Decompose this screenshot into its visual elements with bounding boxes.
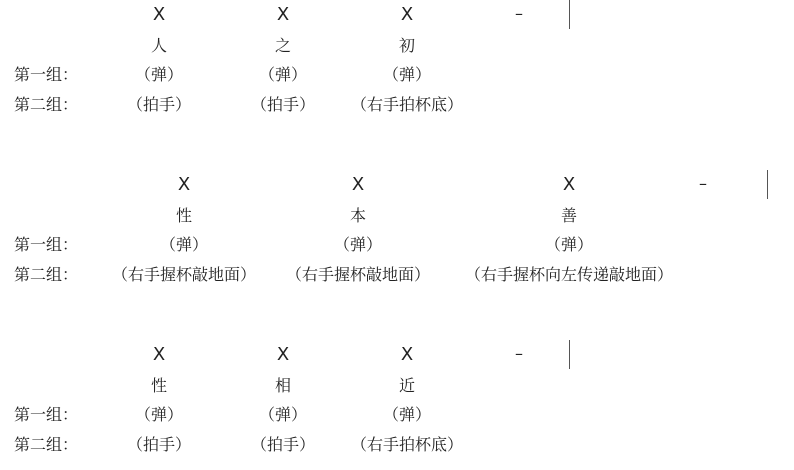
group1-label: 第一组：	[14, 235, 79, 254]
beat-mark: X	[400, 4, 414, 25]
group2-action: （拍手）	[250, 435, 316, 454]
beat-mark: X	[276, 4, 290, 25]
group2-action: （右手拍杯底）	[350, 95, 464, 114]
group1-action: （弹）	[134, 65, 184, 84]
bar-line	[569, 340, 570, 369]
group2-action: （拍手）	[126, 435, 192, 454]
lyric-char: 人	[150, 36, 168, 55]
score-line-3	[0, 340, 794, 470]
lyric-char: 善	[560, 206, 578, 225]
beat-mark: X	[152, 344, 166, 365]
beat-mark: X	[351, 174, 365, 195]
group2-action: （右手握杯敲地面）	[285, 265, 431, 284]
group1-action: （弹）	[134, 405, 184, 424]
group2-label: 第二组：	[14, 265, 79, 284]
group2-action: （右手握杯向左传递敲地面）	[464, 265, 674, 284]
lyric-char: 相	[274, 376, 292, 395]
lyric-char: 本	[349, 206, 367, 225]
rest-dash: –	[515, 4, 523, 23]
group2-label: 第二组：	[14, 435, 79, 454]
group1-label: 第一组：	[14, 405, 79, 424]
beat-mark: X	[562, 174, 576, 195]
group1-action: （弹）	[258, 405, 308, 424]
group2-action: （拍手）	[250, 95, 316, 114]
beat-mark: X	[276, 344, 290, 365]
rest-dash: –	[699, 174, 707, 193]
group1-action: （弹）	[382, 405, 432, 424]
score-line-2	[0, 170, 794, 300]
group1-action: （弹）	[333, 235, 383, 254]
group1-action: （弹）	[258, 65, 308, 84]
group2-action: （右手拍杯底）	[350, 435, 464, 454]
beat-mark: X	[152, 4, 166, 25]
group1-action: （弹）	[544, 235, 594, 254]
group2-label: 第二组：	[14, 95, 79, 114]
lyric-char: 性	[175, 206, 193, 225]
group2-action: （拍手）	[126, 95, 192, 114]
rest-dash: –	[515, 344, 523, 363]
beat-mark: X	[177, 174, 191, 195]
group1-label: 第一组：	[14, 65, 79, 84]
lyric-char: 之	[274, 36, 292, 55]
score-line-1	[0, 0, 794, 130]
lyric-char: 性	[150, 376, 168, 395]
bar-line	[569, 0, 570, 29]
lyric-char: 近	[398, 376, 416, 395]
group1-action: （弹）	[382, 65, 432, 84]
beat-mark: X	[400, 344, 414, 365]
lyric-char: 初	[398, 36, 416, 55]
group2-action: （右手握杯敲地面）	[111, 265, 257, 284]
group1-action: （弹）	[159, 235, 209, 254]
bar-line	[767, 170, 768, 199]
